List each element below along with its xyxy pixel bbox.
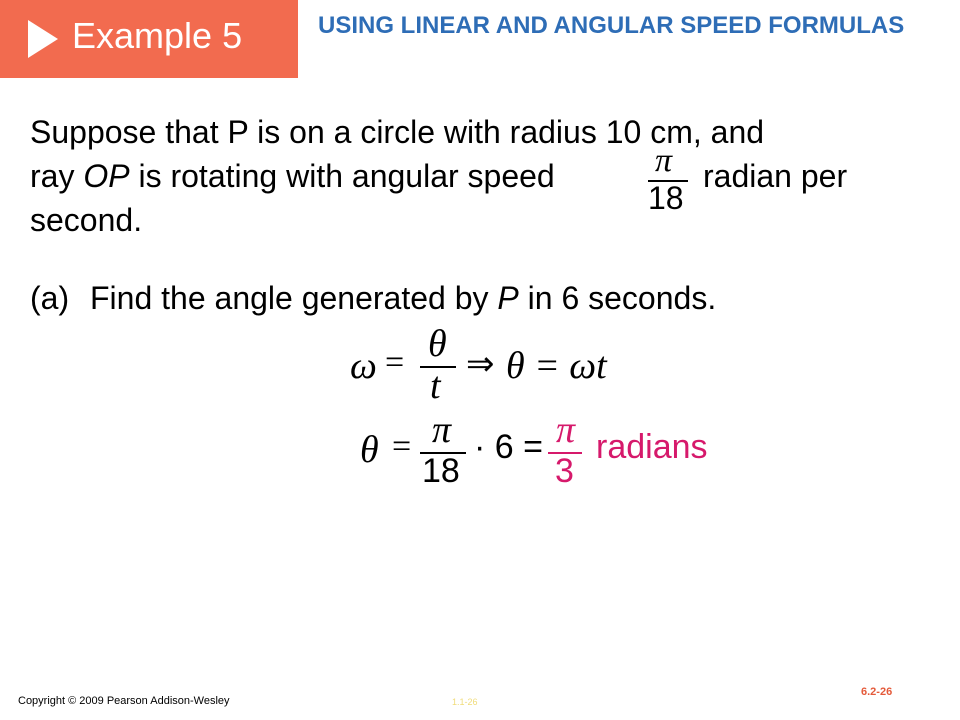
problem-text-2b: is rotating with angular speed bbox=[138, 158, 555, 194]
example-label: Example 5 bbox=[72, 15, 243, 56]
eq1-equals: = bbox=[385, 344, 405, 381]
point-p: P bbox=[497, 280, 519, 316]
problem-text-1: Suppose that P is on a circle with radius 10 cm, and bbox=[30, 114, 765, 150]
eq2-equals: = bbox=[392, 428, 412, 465]
example-banner bbox=[0, 0, 298, 78]
problem-text-2a: ray bbox=[30, 158, 75, 194]
speed-numerator: π bbox=[655, 142, 673, 179]
eq2-denominator: 18 bbox=[422, 452, 460, 490]
eq1-omega: ω bbox=[350, 345, 377, 387]
part-a-label: (a) bbox=[30, 280, 70, 316]
speed-denominator: 18 bbox=[648, 180, 684, 216]
play-arrow-icon bbox=[28, 20, 58, 58]
page-number: 6.2-26 bbox=[861, 686, 893, 698]
eq2-theta: θ bbox=[360, 429, 379, 471]
problem-line-2 bbox=[30, 158, 555, 195]
part-a-question bbox=[90, 280, 716, 317]
eq1-denominator: t bbox=[430, 365, 441, 407]
eq1-implies: ⇒ bbox=[466, 346, 495, 383]
slide-title: USING LINEAR AND ANGULAR SPEED FORMULAS bbox=[318, 12, 905, 39]
eq2-result-numerator: π bbox=[556, 409, 576, 451]
eq1-rhs: θ = ωt bbox=[506, 345, 607, 387]
eq2-times-six: · 6 = bbox=[474, 428, 543, 466]
problem-text-2c: radian per bbox=[703, 158, 848, 194]
eq2-numerator: π bbox=[432, 409, 452, 451]
problem-text-3: second. bbox=[30, 202, 143, 238]
eq2-result-denominator: 3 bbox=[555, 452, 574, 490]
problem-line-1 bbox=[30, 114, 764, 151]
eq2-unit: radians bbox=[596, 428, 708, 466]
footer-center-label: 1.1-26 bbox=[452, 697, 478, 707]
copyright-notice: Copyright © 2009 Pearson Addison-Wesley bbox=[18, 695, 230, 707]
part-a-text-a: Find the angle generated by bbox=[90, 280, 489, 316]
ray-op: OP bbox=[83, 158, 130, 194]
eq1-numerator: θ bbox=[428, 323, 447, 365]
part-a-text-b: in 6 seconds. bbox=[527, 280, 717, 316]
